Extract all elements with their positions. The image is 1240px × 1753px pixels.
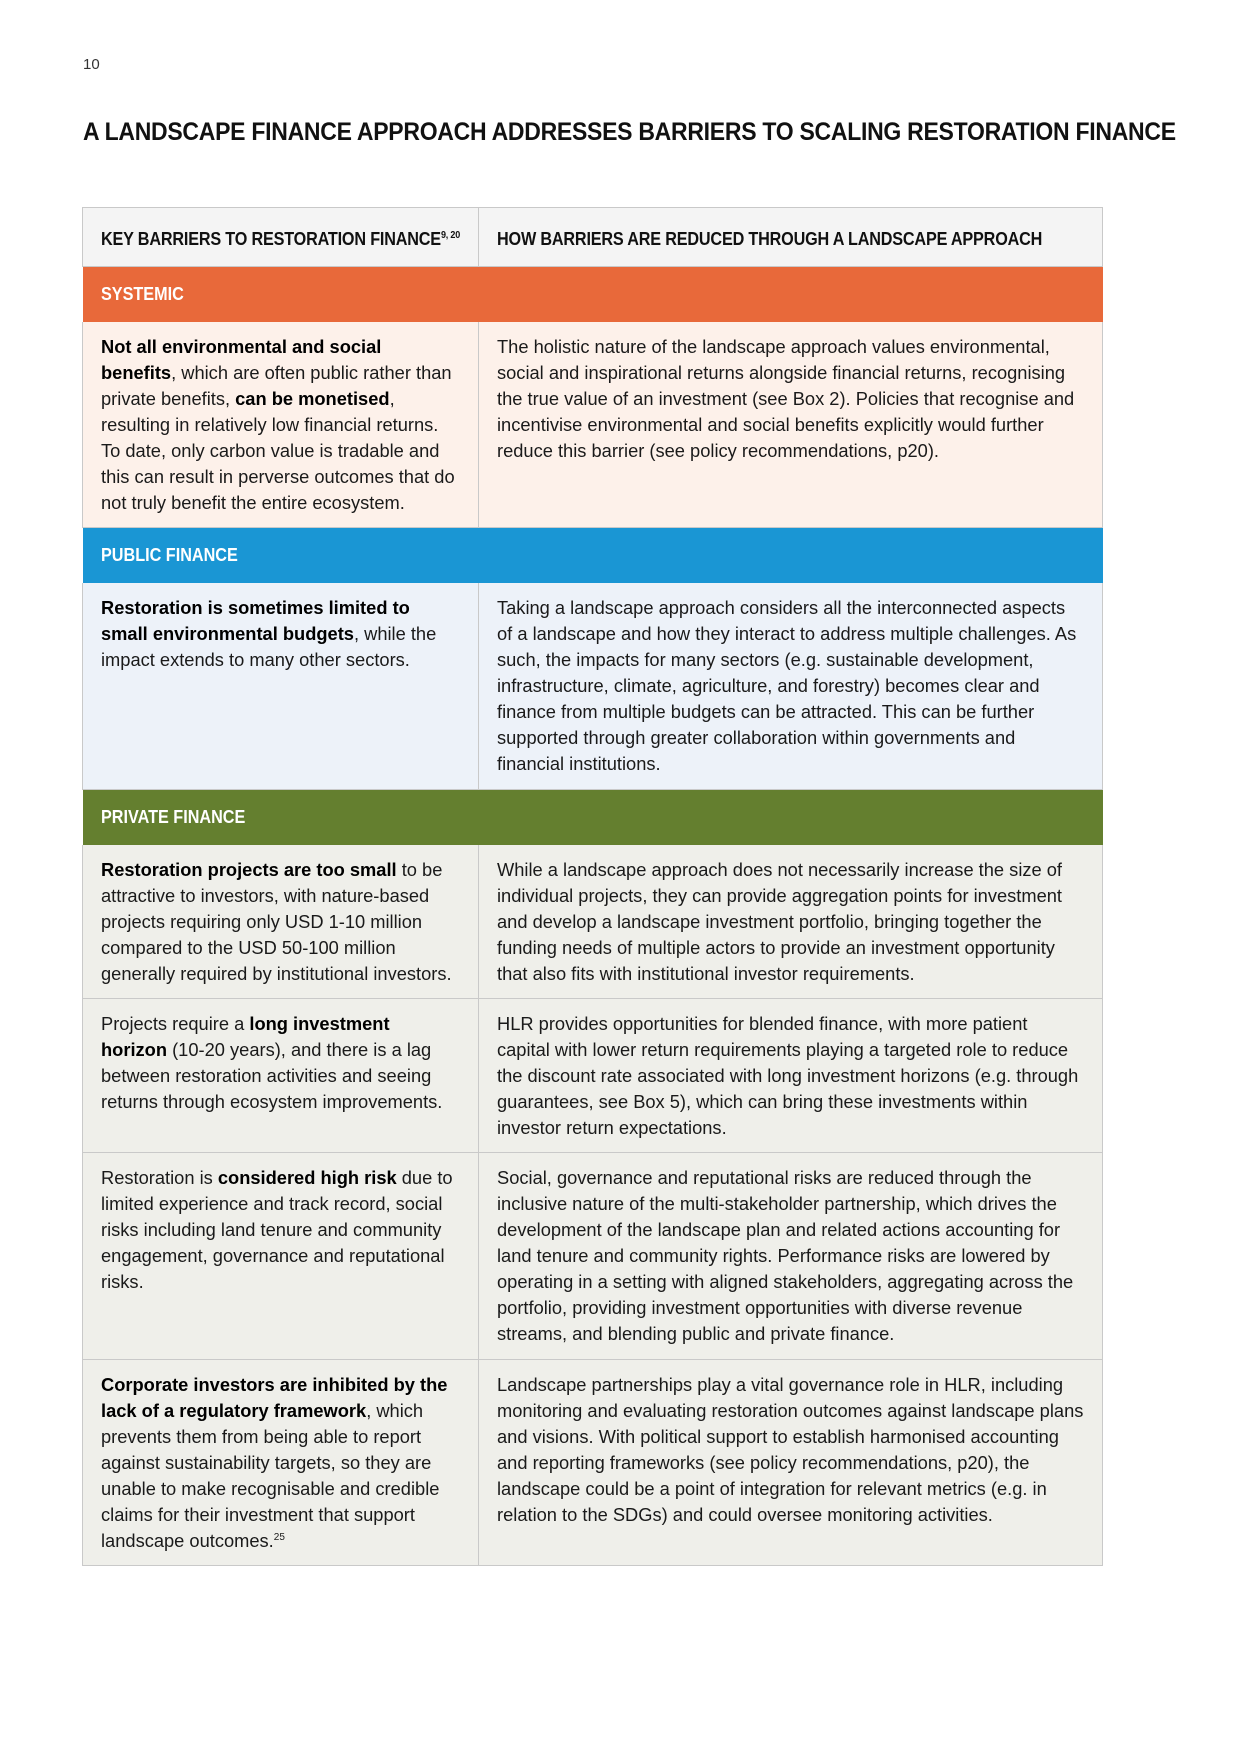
table-row — [83, 1153, 1103, 1360]
reduction-cell: Social, governance and reputational risks are reduced through the inclusive nature of the multi-stakeholder partnership, which drives the development of the landscape plan and related actions accounting for land tenure and community rights. Performance risks are lowered by operating in a setting with aligned stakeholders, aggregating across the portfolio, providing investment opportunities with diverse revenue streams, and blending public and private finance. — [479, 1153, 1103, 1360]
table-row — [83, 583, 1103, 790]
header-how-reduced-label: HOW BARRIERS ARE REDUCED THROUGH A LANDSCAPE APPROACH — [497, 229, 1043, 249]
barrier-text: Restoration is — [101, 1167, 218, 1188]
header-how-reduced — [479, 208, 1103, 267]
barrier-cell — [83, 583, 479, 790]
barrier-bold-text: can be monetised — [235, 388, 390, 409]
barrier-text: , while the impact extends to many other sectors. — [101, 623, 437, 670]
barrier-cell — [83, 999, 479, 1153]
barrier-text: to be attractive to investors, with nature-based projects requiring only USD 1-10 million compared to the USD 50-100 million generally required by institutional investors. — [101, 859, 452, 984]
barrier-cell — [83, 1153, 479, 1360]
barrier-text: (10-20 years), and there is a lag between restoration activities and seeing returns through ecosystem improvements. — [101, 1039, 443, 1112]
reduction-cell: Taking a landscape approach considers all the interconnected aspects of a landscape and how they interact to address multiple challenges. As such, the impacts for many sectors (e.g. sustainable development, infrastructure, climate, agriculture, and forestry) becomes clear and finance from multiple budgets can be attracted. This can be further supported through greater collaboration within governments and financial institutions. — [479, 583, 1103, 790]
reduction-cell: The holistic nature of the landscape approach values environmental, social and inspirational returns alongside financial returns, recognising the true value of an investment (see Box 2). Policies that recognise and incentivise environmental and social benefits explicitly would further reduce this barrier (see policy recommendations, p20). — [479, 322, 1103, 528]
barrier-cell — [83, 845, 479, 999]
reduction-cell: Landscape partnerships play a vital governance role in HLR, including monitoring and evaluating restoration outcomes against landscape plans and visions. With political support to establish harmonised accounting and reporting frameworks (see policy recommendations, p20), the landscape could be a point of integration for relevant metrics (e.g. in relation to the SDGs) and could oversee monitoring activities. — [479, 1360, 1103, 1566]
barrier-text: , which prevents them from being able to report against sustainability targets, so they are unable to make recognisable and credible claims for their investment that support landscape outcomes. — [101, 1400, 440, 1551]
barrier-bold-text: Restoration projects are too small — [101, 859, 397, 880]
section-private-finance-label: PRIVATE FINANCE — [101, 807, 246, 827]
header-key-barriers-label: KEY BARRIERS TO RESTORATION FINANCE — [101, 229, 441, 249]
table-row — [83, 999, 1103, 1153]
barrier-text: due to limited experience and track record, social risks including land tenure and community engagement, governance and reputational risks. — [101, 1167, 453, 1292]
barriers-table — [82, 207, 1103, 1566]
barrier-cell — [83, 322, 479, 528]
section-public-finance-cell — [83, 528, 1103, 583]
table-row — [83, 322, 1103, 528]
table-row — [83, 1360, 1103, 1566]
table-header-row — [83, 208, 1103, 267]
barrier-cell — [83, 1360, 479, 1566]
header-footnote-ref: 9, 20 — [440, 230, 461, 241]
reduction-cell: While a landscape approach does not necessarily increase the size of individual projects, they can provide aggregation points for investment and develop a landscape investment portfolio, bringing together the funding needs of multiple actors to provide an investment opportunity that also fits with institutional investor requirements. — [479, 845, 1103, 999]
section-systemic-cell — [83, 267, 1103, 322]
header-key-barriers — [83, 208, 479, 267]
barrier-bold-text: Restoration is sometimes limited to small environmental budgets — [101, 597, 410, 644]
barrier-text: , which are often public rather than private benefits, — [101, 362, 452, 409]
page-number: 10 — [83, 56, 100, 73]
section-private-finance — [83, 790, 1103, 845]
barrier-text: , resulting in relatively low financial returns. To date, only carbon value is tradable and this can result in perverse outcomes that do not truly benefit the entire ecosystem. — [101, 388, 455, 513]
section-public-finance-label: PUBLIC FINANCE — [101, 545, 238, 565]
section-public-finance — [83, 528, 1103, 583]
section-systemic-label: SYSTEMIC — [101, 284, 184, 304]
section-private-finance-cell — [83, 790, 1103, 845]
section-systemic — [83, 267, 1103, 322]
barrier-bold-text: long investment horizon — [101, 1013, 390, 1060]
page-title: A LANDSCAPE FINANCE APPROACH ADDRESSES BARRIERS TO SCALING RESTORATION FINANCE — [83, 118, 1176, 146]
barrier-text: Projects require a — [101, 1013, 250, 1034]
barrier-bold-text: Corporate investors are inhibited by the lack of a regulatory framework — [101, 1374, 448, 1421]
footnote-ref: 25 — [273, 1531, 285, 1543]
reduction-cell: HLR provides opportunities for blended finance, with more patient capital with lower return requirements playing a targeted role to reduce the discount rate associated with long investment horizons (e.g. through guarantees, see Box 5), which can bring these investments within investor return expectations. — [479, 999, 1103, 1153]
table-row — [83, 845, 1103, 999]
barrier-bold-text: Not all environmental and social benefits — [101, 336, 382, 383]
barrier-bold-text: considered high risk — [217, 1167, 397, 1188]
